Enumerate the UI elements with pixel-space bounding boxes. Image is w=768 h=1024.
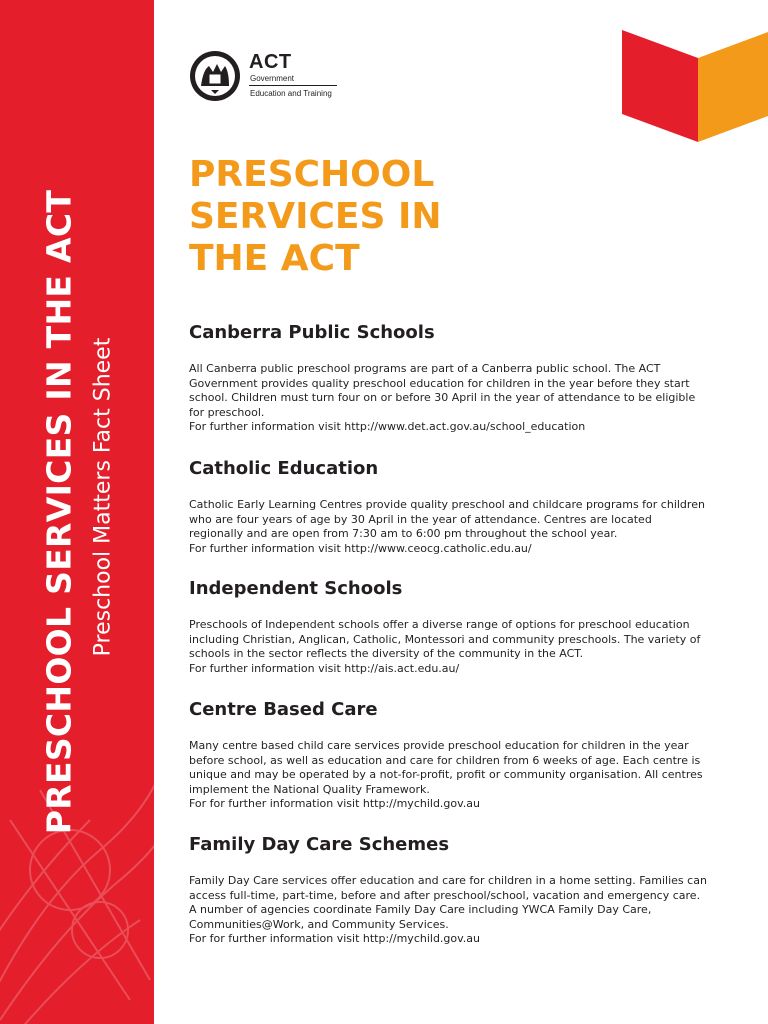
section-independent-schools xyxy=(189,576,709,676)
side-band xyxy=(0,0,154,1024)
section-heading: Centre Based Care xyxy=(189,699,378,720)
section-body xyxy=(189,618,709,676)
section-paragraph: Preschools of Independent schools offer a diverse range of options for preschool education including Christian, Anglican, Catholic, Montessori and community preschools. The variety of schools in the sector reflects the diversity of the community in the ACT. xyxy=(189,618,701,661)
corner-book-graphic xyxy=(622,30,768,142)
corner-orange-panel xyxy=(698,32,768,142)
page-title-line: PRESCHOOL xyxy=(189,154,435,195)
page-title-line: THE ACT xyxy=(189,238,360,279)
logo-act-text: ACT xyxy=(249,51,292,73)
section-link-line[interactable]: For further information visit http://ais.act.edu.au/ xyxy=(189,661,460,675)
section-heading: Family Day Care Schemes xyxy=(189,834,450,855)
logo-department-text: Education and Training xyxy=(250,89,332,98)
section-centre-based-care xyxy=(189,697,709,812)
corner-red-panel xyxy=(622,30,698,142)
section-catholic-education xyxy=(189,456,709,556)
section-link-line[interactable]: For for further information visit http://mychild.gov.au xyxy=(189,932,481,946)
section-heading: Catholic Education xyxy=(189,458,379,479)
section-paragraph: Many centre based child care services provide preschool education for children in the year before school, as well as education and care for children from 6 weeks of age. Each centre is unique and may be operated by a not-for-profit, profit or community organisation. All centres implement the National Quality Framework. xyxy=(189,739,703,796)
logo-divider xyxy=(249,85,337,86)
section-paragraph: Catholic Early Learning Centres provide quality preschool and childcare programs for children who are four years of age by 30 April in the year of attendance. Centres are located regionally and are open from 7:30 am to 6:00 pm throughout the school year. xyxy=(189,498,705,541)
section-paragraph: All Canberra public preschool programs are part of a Canberra public school. The ACT Government provides quality preschool education for children in the year before they start school. Children must turn four on or before 30 April in the year of attendance to be eligible for preschool. xyxy=(189,362,696,419)
section-canberra-public-schools xyxy=(189,320,709,435)
act-government-logo xyxy=(189,50,349,102)
section-link-line[interactable]: For further information visit http://www.ceocg.catholic.edu.au/ xyxy=(189,541,532,555)
section-link-line[interactable]: For further information visit http://www.det.act.gov.au/school_education xyxy=(189,420,586,434)
section-body xyxy=(189,498,709,556)
page-title-line: SERVICES IN xyxy=(189,196,442,237)
side-band-title: PRESCHOOL SERVICES IN THE ACT xyxy=(39,189,79,835)
section-body xyxy=(189,739,709,812)
side-band-subtitle: Preschool Matters Fact Sheet xyxy=(90,337,116,657)
side-band-text xyxy=(0,0,154,1024)
coat-of-arms-icon xyxy=(189,50,241,102)
section-body xyxy=(189,362,709,435)
logo-government-text: Government xyxy=(250,74,295,83)
page-title xyxy=(189,154,609,280)
section-heading: Independent Schools xyxy=(189,578,403,599)
section-family-day-care-schemes xyxy=(189,832,709,947)
section-paragraph: Family Day Care services offer education and care for children in a home setting. Families can access full-time, part-time, before and after preschool/school, vacation and emergency care. A number of agencies coordinate Family Day Care including YWCA Family Day Care, Communities@Work, and Community Services. xyxy=(189,874,707,931)
section-heading: Canberra Public Schools xyxy=(189,322,435,343)
section-link-line[interactable]: For for further information visit http://mychild.gov.au xyxy=(189,797,481,811)
section-body xyxy=(189,874,709,947)
